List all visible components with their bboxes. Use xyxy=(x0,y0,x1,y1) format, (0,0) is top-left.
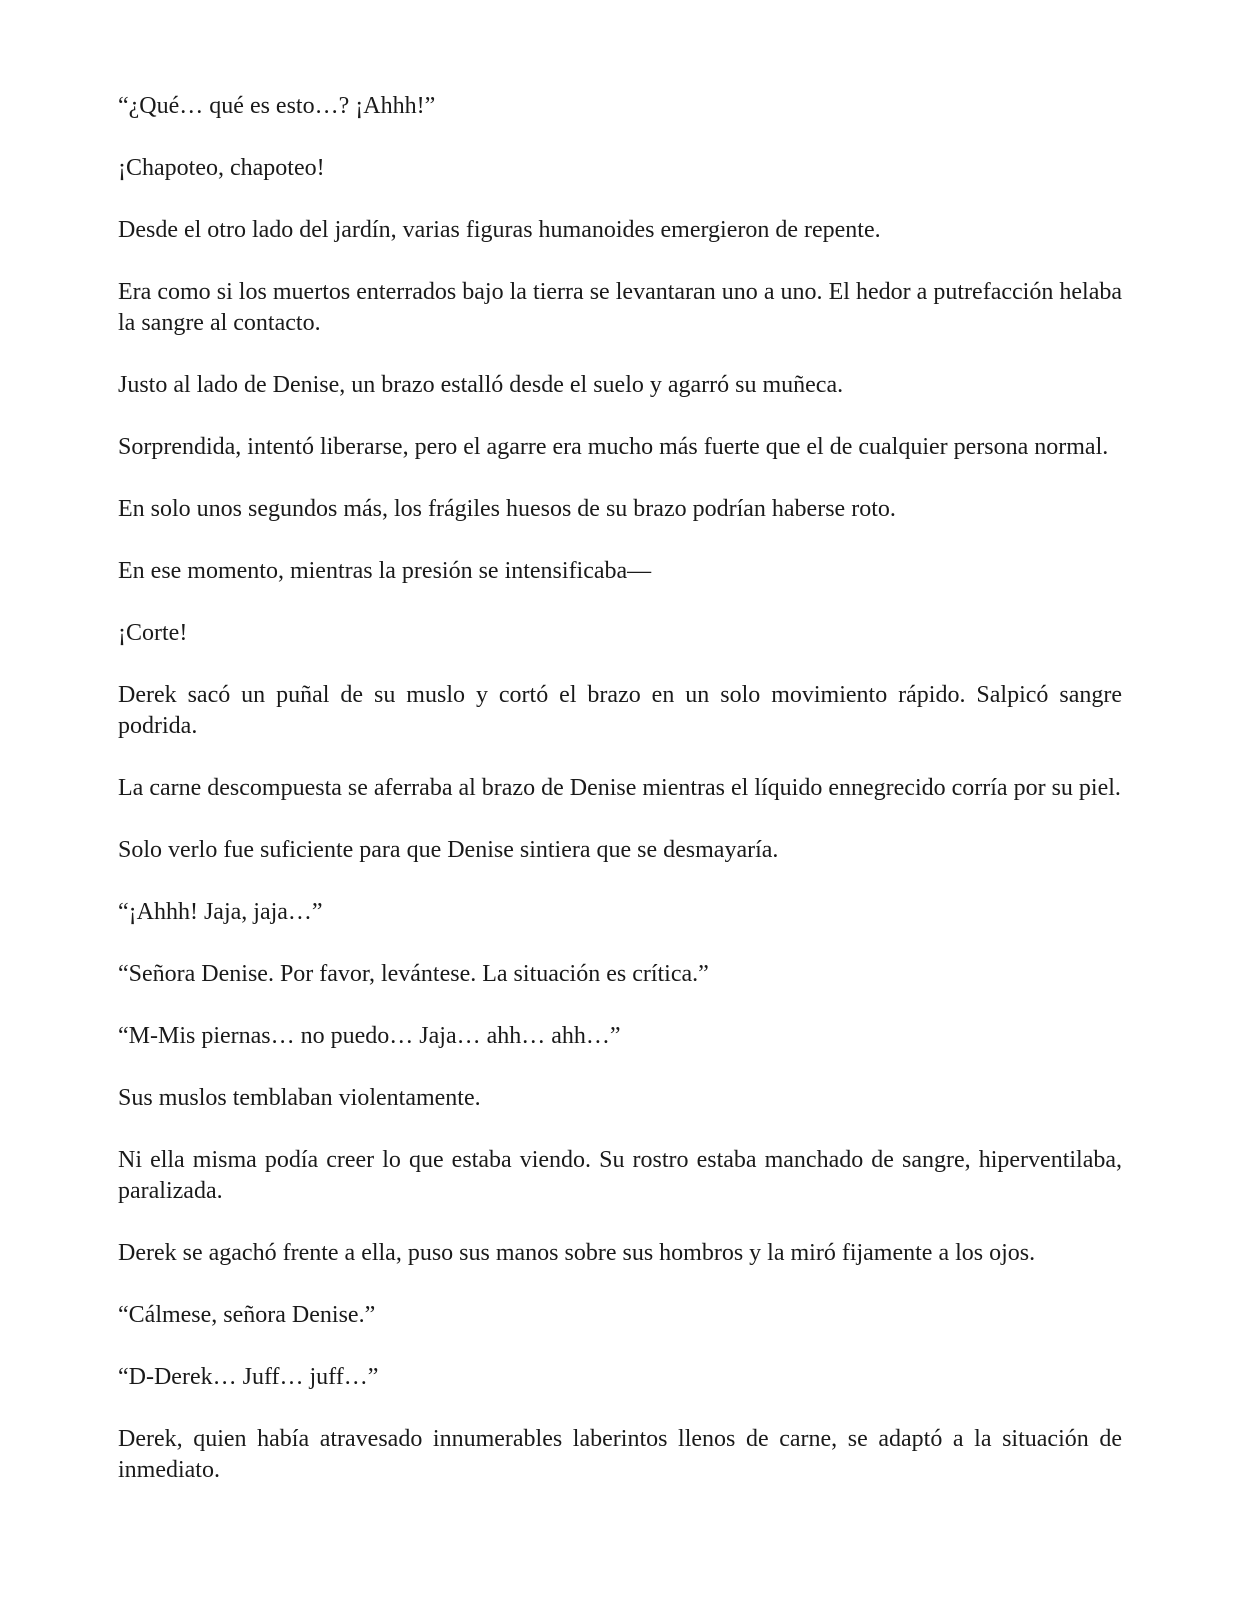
paragraph: “¿Qué… qué es esto…? ¡Ahhh!” xyxy=(118,93,436,119)
paragraph: Sorprendida, intentó liberarse, pero el agarre era mucho más fuerte que el de cualquier persona normal. xyxy=(118,434,1109,460)
paragraph: Era como si los muertos enterrados bajo la tierra se levantaran uno a uno. El hedor a putrefacción helaba la sangre al contacto. xyxy=(118,279,1122,336)
document-page xyxy=(118,0,1122,1620)
paragraph: En solo unos segundos más, los frágiles huesos de su brazo podrían haberse roto. xyxy=(118,496,896,522)
paragraph: Sus muslos temblaban violentamente. xyxy=(118,1085,481,1111)
paragraph: “Cálmese, señora Denise.” xyxy=(118,1302,376,1328)
paragraph: Derek sacó un puñal de su muslo y cortó el brazo en un solo movimiento rápido. Salpicó sangre podrida. xyxy=(118,682,1122,739)
paragraph: ¡Corte! xyxy=(118,620,188,646)
paragraph: Justo al lado de Denise, un brazo estalló desde el suelo y agarró su muñeca. xyxy=(118,372,844,398)
paragraph: “Señora Denise. Por favor, levántese. La situación es crítica.” xyxy=(118,961,709,987)
paragraph: Desde el otro lado del jardín, varias figuras humanoides emergieron de repente. xyxy=(118,217,881,243)
paragraph: La carne descompuesta se aferraba al brazo de Denise mientras el líquido ennegrecido corría por su piel. xyxy=(118,775,1121,801)
paragraph: ¡Chapoteo, chapoteo! xyxy=(118,155,325,181)
paragraph: Derek, quien había atravesado innumerables laberintos llenos de carne, se adaptó a la situación de inmediato. xyxy=(118,1426,1122,1483)
paragraph: “D-Derek… Juff… juff…” xyxy=(118,1364,379,1390)
paragraph: En ese momento, mientras la presión se intensificaba— xyxy=(118,558,652,584)
paragraph: Derek se agachó frente a ella, puso sus manos sobre sus hombros y la miró fijamente a los ojos. xyxy=(118,1240,1036,1266)
paragraph: Solo verlo fue suficiente para que Denise sintiera que se desmayaría. xyxy=(118,837,779,863)
paragraph: “M-Mis piernas… no puedo… Jaja… ahh… ahh…” xyxy=(118,1023,621,1049)
paragraph: Ni ella misma podía creer lo que estaba viendo. Su rostro estaba manchado de sangre, hiperventilaba, paralizada. xyxy=(118,1147,1122,1204)
paragraph: “¡Ahhh! Jaja, jaja…” xyxy=(118,899,323,925)
